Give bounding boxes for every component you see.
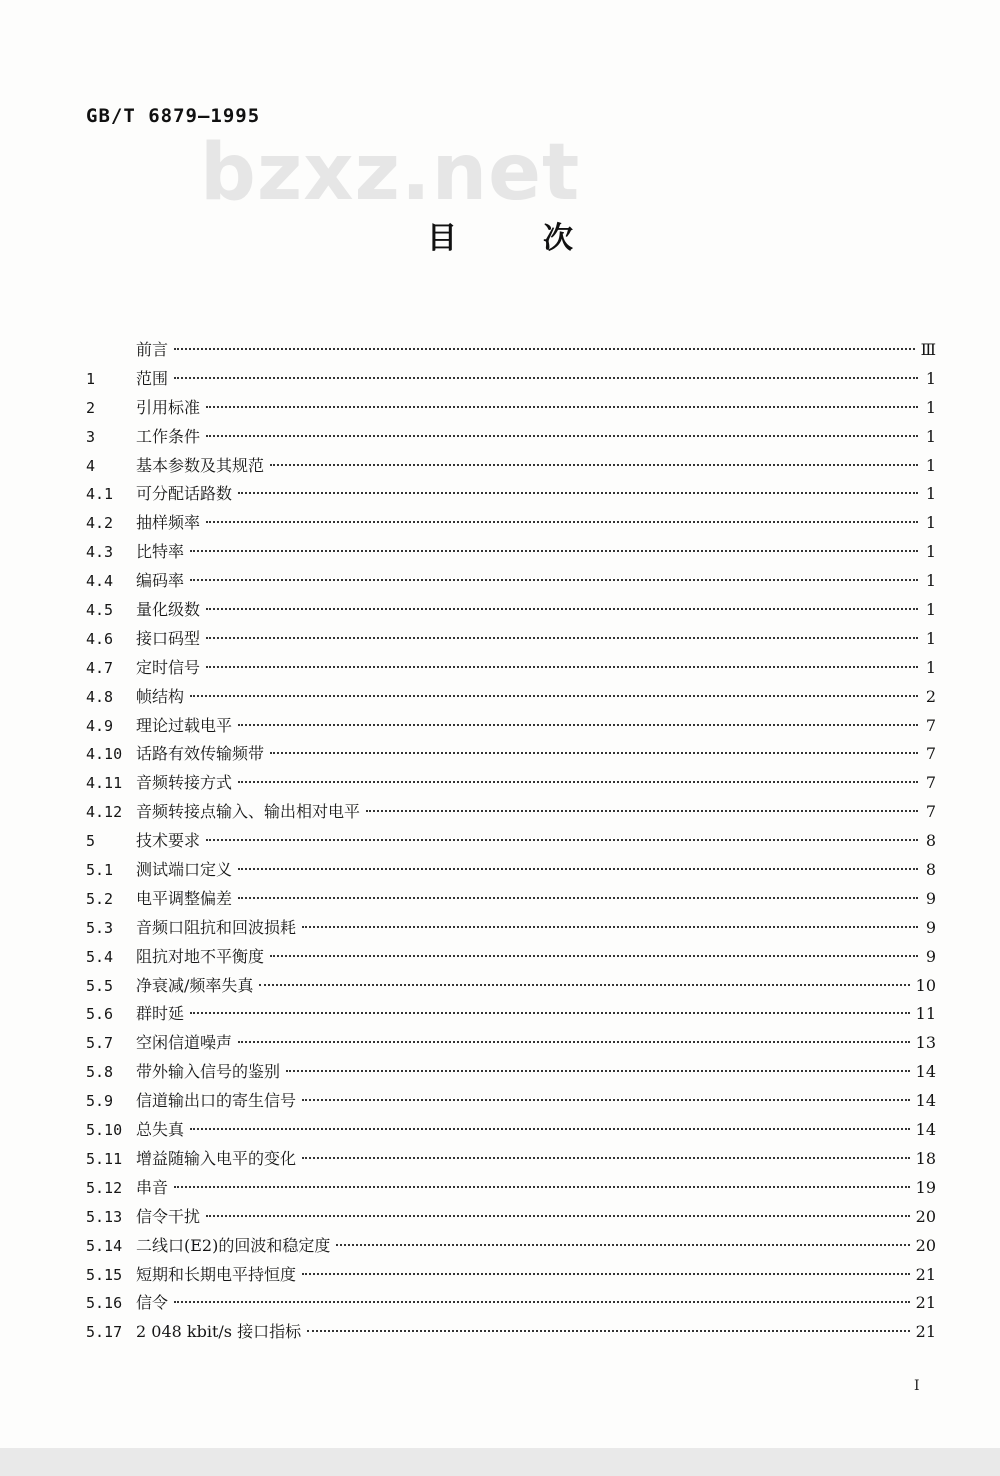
toc-dot-leader (238, 724, 918, 726)
toc-entry[interactable] (86, 1232, 936, 1261)
toc-entry-page: 20 (915, 1206, 936, 1226)
toc-entry-page: 14 (915, 1091, 936, 1111)
toc-entry-page: 1 (925, 368, 936, 388)
toc-entry-title: 增益随输入电平的变化 (136, 1148, 297, 1168)
toc-dot-leader (366, 810, 918, 812)
toc-entry[interactable] (86, 423, 936, 452)
toc-entry-title: 帧结构 (136, 686, 185, 706)
toc-entry-title: 群时延 (136, 1004, 185, 1024)
toc-entry-title: 抽样频率 (136, 513, 201, 533)
toc-entry[interactable] (86, 394, 936, 423)
toc-entry-title: 阻抗对地不平衡度 (136, 946, 265, 966)
toc-entry[interactable] (86, 1029, 936, 1058)
toc-entry[interactable] (86, 769, 936, 798)
toc-entry-number: 5.1 (86, 861, 114, 880)
toc-entry-title: 信令干扰 (136, 1206, 201, 1226)
standard-code: GB/T 6879—1995 (86, 105, 261, 127)
toc-dot-leader (206, 435, 918, 437)
toc-dot-leader (206, 666, 918, 668)
toc-entry-title: 二线口(E2)的回波和稳定度 (136, 1235, 331, 1255)
toc-entry[interactable] (86, 567, 936, 596)
toc-entry[interactable] (86, 914, 936, 943)
toc-entry[interactable] (86, 1203, 936, 1232)
toc-entry-number: 5 (86, 832, 96, 851)
toc-entry[interactable] (86, 885, 936, 914)
toc-entry[interactable] (86, 798, 936, 827)
toc-entry-page: 11 (915, 1004, 936, 1024)
toc-entry-number: 5.13 (86, 1207, 123, 1226)
toc-entry[interactable] (86, 1289, 936, 1318)
toc-entry-title: 技术要求 (136, 831, 201, 851)
toc-entry-number: 5.4 (86, 947, 114, 966)
toc-entry-number: 5.12 (86, 1178, 123, 1197)
toc-entry-page: 9 (925, 917, 936, 937)
toc-dot-leader (190, 1012, 910, 1014)
toc-entry-title: 净衰减/频率失真 (136, 975, 254, 995)
toc-entry[interactable] (86, 509, 936, 538)
toc-dot-leader (336, 1244, 909, 1246)
toc-entry-number: 5.10 (86, 1121, 123, 1140)
toc-entry-number: 4.1 (86, 485, 114, 504)
toc-entry-page: 7 (925, 802, 936, 822)
toc-entry-number: 5.6 (86, 1005, 114, 1024)
toc-entry[interactable] (86, 1174, 936, 1203)
toc-entry-page: 19 (915, 1177, 936, 1197)
toc-entry[interactable] (86, 654, 936, 683)
toc-entry-page: 9 (925, 946, 936, 966)
toc-dot-leader (307, 1330, 910, 1332)
toc-entry-page: 21 (915, 1322, 936, 1342)
toc-entry-number: 5.14 (86, 1236, 123, 1255)
toc-entry-number: 5.7 (86, 1034, 114, 1053)
toc-entry[interactable] (86, 943, 936, 972)
watermark: bzxz.net (200, 128, 581, 218)
toc-entry-page: 1 (925, 484, 936, 504)
toc-dot-leader (259, 984, 909, 986)
toc-dot-leader (174, 348, 915, 350)
toc-entry[interactable] (86, 1058, 936, 1087)
toc-entry-page: 9 (925, 888, 936, 908)
toc-entry[interactable] (86, 1261, 936, 1290)
toc-dot-leader (286, 1070, 910, 1072)
toc-dot-leader (190, 579, 918, 581)
toc-dot-leader (206, 406, 918, 408)
toc-entry-title: 理论过载电平 (136, 715, 233, 735)
toc-entry-page: 1 (925, 455, 936, 475)
toc-entry-page: 1 (925, 542, 936, 562)
toc-entry-title: 音频口阻抗和回波损耗 (136, 917, 297, 937)
toc-entry-title: 串音 (136, 1177, 169, 1197)
toc-entry-title: 音频转接方式 (136, 773, 233, 793)
toc-entry-number: 4.3 (86, 543, 114, 562)
toc-entry[interactable] (86, 1000, 936, 1029)
toc-entry-number: 4.11 (86, 774, 123, 793)
toc-dot-leader (238, 868, 918, 870)
toc-entry-title: 范围 (136, 368, 169, 388)
toc-entry[interactable] (86, 856, 936, 885)
toc-entry-title: 音频转接点输入、输出相对电平 (136, 802, 361, 822)
toc-entry-number: 4.5 (86, 601, 114, 620)
toc-dot-leader (174, 377, 918, 379)
toc-entry-title: 短期和长期电平持恒度 (136, 1264, 297, 1284)
toc-dot-leader (206, 637, 918, 639)
toc-entry[interactable] (86, 625, 936, 654)
toc-dot-leader (174, 1301, 910, 1303)
toc-entry-number: 5.9 (86, 1092, 114, 1111)
toc-dot-leader (238, 897, 918, 899)
toc-entry-page: 14 (915, 1120, 936, 1140)
toc-entry-page: 13 (915, 1033, 936, 1053)
toc-entry[interactable] (86, 480, 936, 509)
toc-entry-number: 4.6 (86, 629, 114, 648)
toc-entry-title: 引用标准 (136, 397, 201, 417)
toc-entry-page: 14 (915, 1062, 936, 1082)
toc-entry-page: 10 (915, 975, 936, 995)
page-number: I (914, 1378, 920, 1394)
toc-dot-leader (190, 1128, 910, 1130)
toc-entry-page: 21 (915, 1264, 936, 1284)
toc-entry-number: 4.2 (86, 514, 114, 533)
toc-entry-number: 5.16 (86, 1294, 123, 1313)
toc-dot-leader (190, 695, 918, 697)
toc-entry-page: 1 (925, 426, 936, 446)
toc-entry-page: 1 (925, 571, 936, 591)
toc-dot-leader (174, 1186, 910, 1188)
toc-entry-title: 空闲信道噪声 (136, 1033, 233, 1053)
toc-entry-title: 信道输出口的寄生信号 (136, 1091, 297, 1111)
toc-entry-page: 21 (915, 1293, 936, 1313)
toc-entry-page: 1 (925, 397, 936, 417)
toc-entry-title: 电平调整偏差 (136, 888, 233, 908)
toc-dot-leader (206, 608, 918, 610)
toc-entry-number: 4.9 (86, 716, 114, 735)
toc-entry-number: 4.12 (86, 803, 123, 822)
toc-entry[interactable] (86, 683, 936, 712)
toc-entry-title: 定时信号 (136, 657, 201, 677)
toc-dot-leader (206, 521, 918, 523)
toc-dot-leader (302, 1273, 910, 1275)
toc-dot-leader (238, 781, 918, 783)
toc-entry-number: 5.3 (86, 918, 114, 937)
toc-entry-number: 4.4 (86, 572, 114, 591)
toc-entry-title: 比特率 (136, 542, 185, 562)
toc-entry[interactable] (86, 365, 936, 394)
toc-dot-leader (206, 839, 918, 841)
toc-entry-title: 信令 (136, 1293, 169, 1313)
toc-entry-page: 7 (925, 773, 936, 793)
toc-entry[interactable] (86, 972, 936, 1001)
toc-entry-page: 18 (915, 1148, 936, 1168)
toc-entry-number: 4.8 (86, 687, 114, 706)
toc-entry-number: 4.10 (86, 745, 123, 764)
toc-entry[interactable] (86, 740, 936, 769)
toc-entry-title: 工作条件 (136, 426, 201, 446)
toc-entry-page: 8 (925, 860, 936, 880)
toc-entry-number: 5.2 (86, 889, 114, 908)
toc-entry-title: 总失真 (136, 1120, 185, 1140)
toc-dot-leader (238, 1041, 910, 1043)
toc-entry-title: 带外输入信号的鉴别 (136, 1062, 281, 1082)
toc-entry[interactable] (86, 1116, 936, 1145)
toc-entry-number: 5.15 (86, 1265, 123, 1284)
toc-entry-number: 1 (86, 369, 96, 388)
toc-entry-number: 5.5 (86, 976, 114, 995)
toc-entry[interactable] (86, 538, 936, 567)
toc-entry[interactable] (86, 1145, 936, 1174)
toc-entry[interactable] (86, 1087, 936, 1116)
toc-entry-page: 7 (925, 744, 936, 764)
toc-dot-leader (270, 955, 918, 957)
toc-dot-leader (190, 550, 918, 552)
toc-entry[interactable] (86, 452, 936, 481)
page-title: 目次 (427, 221, 659, 256)
toc-entry-page: 20 (915, 1235, 936, 1255)
toc-entry-page: 1 (925, 628, 936, 648)
toc-dot-leader (302, 1099, 910, 1101)
toc-entry-title: 2 048 kbit/s 接口指标 (136, 1322, 302, 1342)
toc-entry-title: 可分配话路数 (136, 484, 233, 504)
toc-entry-title: 前言 (136, 340, 169, 359)
toc-entry-page: 7 (925, 715, 936, 735)
toc-entry[interactable] (86, 712, 936, 741)
toc-entry[interactable] (86, 827, 936, 856)
toc-entry[interactable] (86, 1318, 936, 1347)
toc-entry-page: 1 (925, 600, 936, 620)
toc-entry-title: 测试端口定义 (136, 860, 233, 880)
table-of-contents (86, 336, 936, 1347)
toc-dot-leader (302, 926, 918, 928)
toc-entry-title: 话路有效传输频带 (136, 744, 265, 764)
toc-entry[interactable] (86, 336, 936, 365)
toc-dot-leader (238, 492, 918, 494)
toc-entry-number: 4.7 (86, 658, 114, 677)
toc-entry-page: 8 (925, 831, 936, 851)
toc-dot-leader (302, 1157, 910, 1159)
toc-entry-page: 1 (925, 513, 936, 533)
bottom-band (0, 1448, 1000, 1476)
toc-entry-page: 1 (925, 657, 936, 677)
toc-dot-leader (206, 1215, 910, 1217)
toc-entry-title: 量化级数 (136, 600, 201, 620)
toc-entry-number: 4 (86, 456, 96, 475)
toc-dot-leader (270, 752, 918, 754)
toc-entry-title: 接口码型 (136, 628, 201, 648)
toc-entry[interactable] (86, 596, 936, 625)
toc-entry-number: 5.17 (86, 1323, 123, 1342)
toc-entry-number: 5.8 (86, 1063, 114, 1082)
toc-dot-leader (270, 464, 918, 466)
toc-entry-number: 5.11 (86, 1149, 123, 1168)
toc-entry-number: 3 (86, 427, 96, 446)
toc-entry-title: 基本参数及其规范 (136, 455, 265, 475)
toc-entry-number: 2 (86, 398, 96, 417)
toc-entry-title: 编码率 (136, 571, 185, 591)
toc-entry-page: Ⅲ (920, 340, 936, 359)
toc-entry-page: 2 (925, 686, 936, 706)
